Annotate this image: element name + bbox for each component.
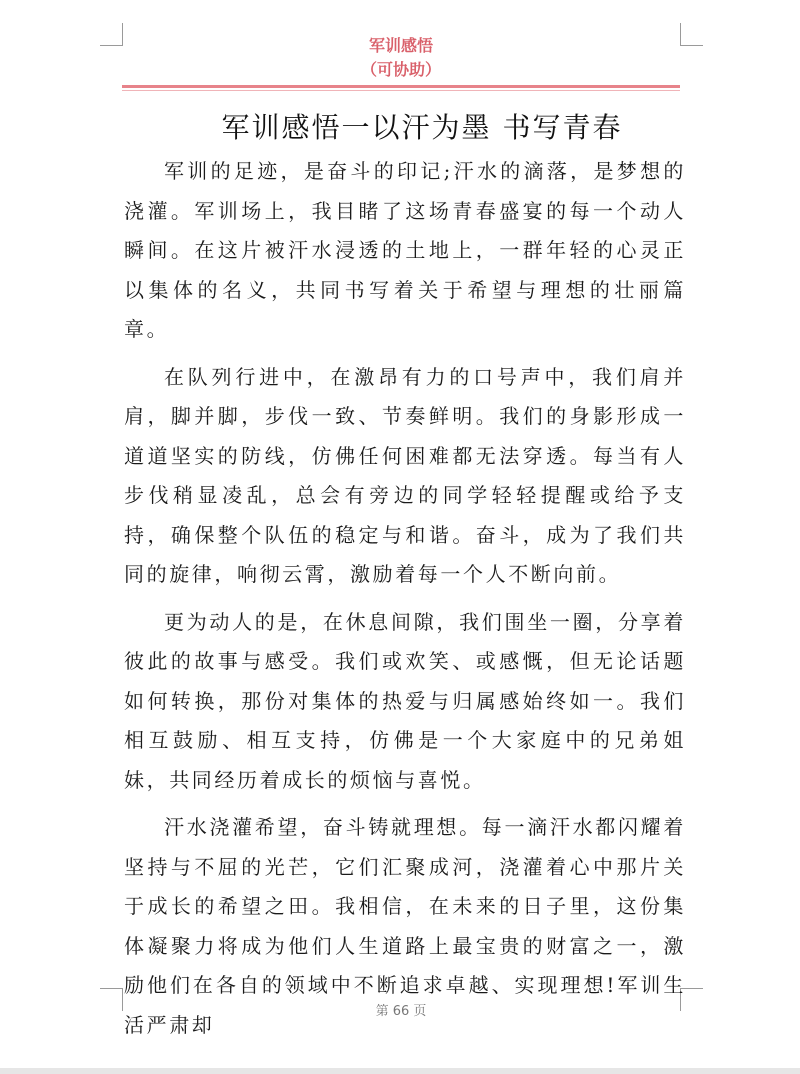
page-header [122, 34, 680, 82]
paragraph-4: 汗水浇灌希望，奋斗铸就理想。每一滴汗水都闪耀着坚持与不屈的光芒，它们汇聚成河，浇灌着心中那片关于成长的希望之田。我相信，在未来的日子里，这份集体凝聚力将成为他们人生道路上最宝贵的财富之一，激励他们在各自的领域中不断追求卓越、实现理想!军训生活严肃却 [124, 815, 686, 1037]
document-body [124, 152, 686, 1053]
crop-mark-top-right [680, 23, 703, 46]
crop-mark-bottom-left [100, 988, 123, 1011]
paragraph-3: 更为动人的是，在休息间隙，我们围坐一圈，分享着彼此的故事与感受。我们或欢笑、或感慨，但无论话题如何转换，那份对集体的热爱与归属感始终如一。我们相互鼓励、相互支持，仿佛是一个大家庭中的兄弟姐妹，共同经历着成长的烦恼与喜悦。 [124, 609, 686, 792]
page-number: 第 66 页 [375, 1004, 427, 1019]
header-rule [122, 85, 680, 88]
crop-mark-top-left [100, 23, 123, 46]
paragraph-2: 在队列行进中，在激昂有力的口号声中，我们肩并肩，脚并脚，步伐一致、节奏鲜明。我们的身影形成一道道坚实的防线，仿佛任何困难都无法穿透。每当有人步伐稍显凌乱，总会有旁边的同学轻轻提醒或给予支持，确保整个队伍的稳定与和谐。奋斗，成为了我们共同的旋律，响彻云霄，激励着每一个人不断向前。 [124, 364, 686, 586]
paragraph-1: 军训的足迹，是奋斗的印记;汗水的滴落，是梦想的浇灌。军训场上，我目睹了这场青春盛宴的每一个动人瞬间。在这片被汗水浸透的土地上，一群年轻的心灵正以集体的名义，共同书写着关于希望与理想的壮丽篇章。 [124, 159, 686, 341]
header-rule-thin [122, 90, 680, 91]
header-subtitle: （可协助） [360, 60, 441, 79]
page-bottom-edge [0, 1068, 800, 1074]
header-title: 军训感悟 [368, 36, 433, 55]
document-title: 军训感悟一以汗为墨 书写青春 [221, 111, 623, 144]
